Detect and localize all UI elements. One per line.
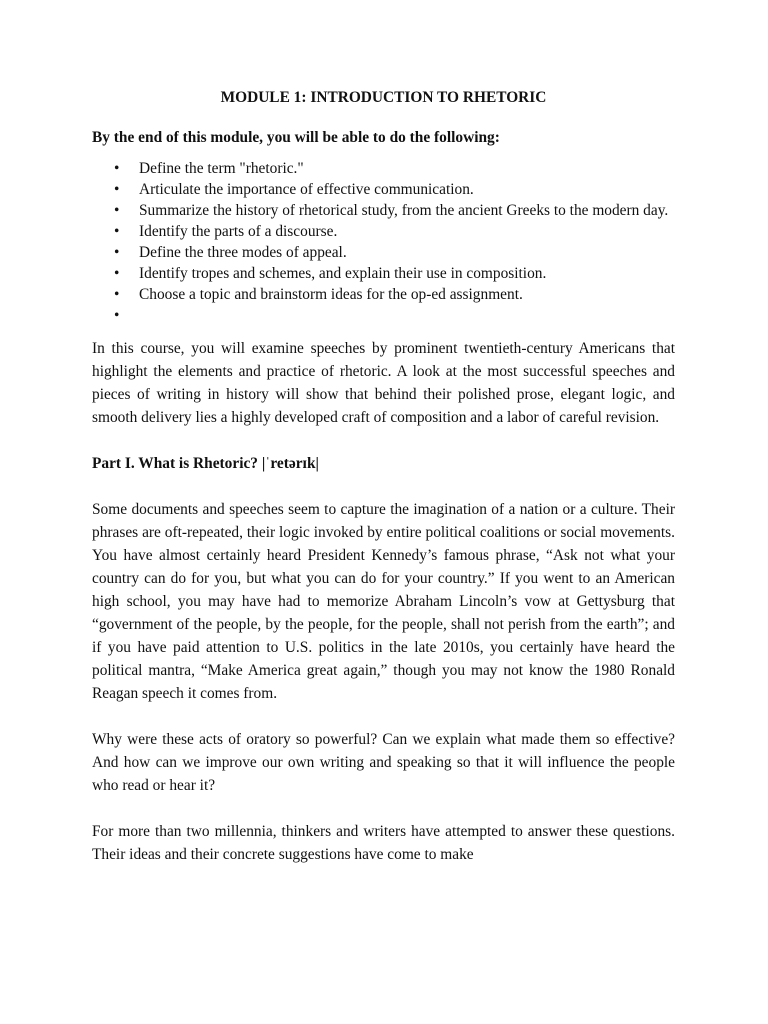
bullet-icon: •: [114, 181, 120, 198]
list-item: [92, 200, 675, 221]
list-item: [92, 284, 675, 305]
list-item-text: Identify tropes and schemes, and explain their use in composition.: [139, 265, 547, 282]
document-page: [92, 86, 675, 889]
bullet-icon: •: [114, 223, 120, 240]
list-item: [92, 263, 675, 284]
list-item-text: Define the three modes of appeal.: [139, 244, 347, 261]
list-item: [92, 305, 675, 326]
list-item-text: Choose a topic and brainstorm ideas for the op-ed assignment.: [139, 286, 523, 303]
bullet-icon: •: [114, 286, 120, 303]
list-item: [92, 158, 675, 179]
list-item-text: Articulate the importance of effective communication.: [139, 181, 474, 198]
module-title: MODULE 1: INTRODUCTION TO RHETORIC: [220, 89, 547, 106]
bullet-icon: •: [114, 244, 120, 261]
body-paragraph: Why were these acts of oratory so powerful? Can we explain what made them so effective? And how can we improve our own writing and speaking so that it will influence the people who read or hear it?: [92, 731, 675, 794]
list-item-text: Summarize the history of rhetorical study, from the ancient Greeks to the modern day.: [139, 202, 669, 219]
bullet-icon: •: [114, 265, 120, 282]
body-paragraph: For more than two millennia, thinkers and writers have attempted to answer these questions. Their ideas and their concrete suggestions have come to make: [92, 823, 675, 863]
body-paragraph: Some documents and speeches seem to capture the imagination of a nation or a culture. Their phrases are oft-repeated, their logic invoked by entire political coalitions or social movements. You have almost certainly heard President Kennedy’s famous phrase, “Ask not what your country can do for you, but what you can do for your country.” If you went to an American high school, you may have had to memorize Abraham Lincoln’s vow at Gettysburg that “government of the people, by the people, for the people, shall not perish from the earth”; and if you have paid attention to U.S. politics in the late 2010s, you certainly have heard the political mantra, “Make America great again,” though you may not know the 1980 Ronald Reagan speech it comes from.: [92, 501, 675, 702]
bullet-icon: •: [114, 160, 120, 177]
intro-paragraph: In this course, you will examine speeches by prominent twentieth-century Americans that highlight the elements and practice of rhetoric. A look at the most successful speeches and pieces of writing in history will show that behind their polished prose, elegant logic, and smooth delivery lies a highly developed craft of composition and a labor of careful revision.: [92, 340, 675, 426]
objectives-intro: By the end of this module, you will be able to do the following:: [92, 129, 500, 146]
list-item: [92, 221, 675, 242]
list-item: [92, 242, 675, 263]
list-item-text: Identify the parts of a discourse.: [139, 223, 338, 240]
bullet-icon: •: [114, 307, 120, 324]
list-item-text: Define the term "rhetoric.": [139, 160, 304, 177]
section-heading: Part I. What is Rhetoric? |ˈretərɪk|: [92, 455, 319, 472]
list-item: [92, 179, 675, 200]
list-item-text: [139, 307, 143, 324]
objectives-list: [92, 158, 675, 326]
bullet-icon: •: [114, 202, 120, 219]
